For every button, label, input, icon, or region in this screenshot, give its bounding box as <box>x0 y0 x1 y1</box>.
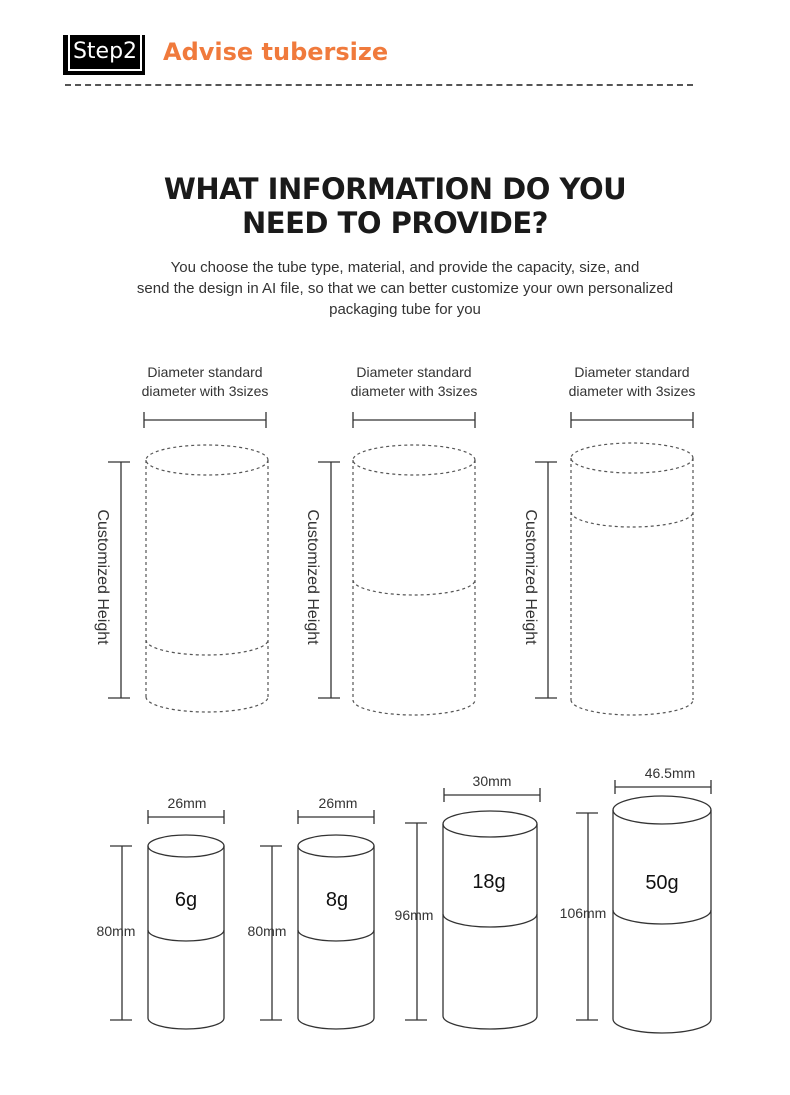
tube-type-1-height-label: Customized Height <box>94 509 111 645</box>
size-example-2-diameter-arrow <box>298 810 374 824</box>
size-example-4-height: 106mm <box>559 905 607 921</box>
size-example-4 <box>560 765 711 1033</box>
tube-type-1-outline <box>146 445 268 712</box>
size-example-1-height: 80mm <box>96 923 136 939</box>
size-example-4-diameter-arrow <box>615 780 711 794</box>
size-example-2-diameter: 26mm <box>318 795 358 811</box>
intro-line-2: send the design in AI file, so that we can better customize your own personalized <box>136 280 674 297</box>
size-example-3-height: 96mm <box>394 907 434 923</box>
size-example-2-capacity: 8g <box>325 889 349 911</box>
size-example-4-diameter: 46.5mm <box>644 765 696 781</box>
tube-type-2-outline <box>353 445 475 715</box>
tube-type-3 <box>522 364 695 715</box>
size-example-3-diameter: 30mm <box>472 773 512 789</box>
intro-line-1: You choose the tube type, material, and provide the capacity, size, and <box>170 259 640 276</box>
tube-type-3-height-label: Customized Height <box>522 509 539 645</box>
tube-type-3-outline <box>571 443 693 715</box>
size-example-1 <box>97 795 224 1029</box>
step-title: Advise tubersize <box>163 38 389 66</box>
tube-type-3-diameter-line-1: Diameter standard <box>574 364 690 380</box>
headline-line-2: NEED TO PROVIDE? <box>242 206 548 240</box>
size-example-1-tube <box>148 835 224 1029</box>
tube-type-2-diameter-line-2: diameter with 3sizes <box>350 383 478 399</box>
tube-type-2-diameter-arrow <box>353 412 475 428</box>
tube-type-3-diameter-arrow <box>571 412 693 428</box>
size-example-2 <box>248 795 374 1029</box>
size-example-1-diameter-arrow <box>148 810 224 824</box>
tube-type-2-height-label: Customized Height <box>304 509 321 645</box>
size-example-3 <box>395 773 540 1029</box>
tube-type-1-diameter-arrow <box>144 412 266 428</box>
size-example-4-tube <box>613 796 711 1033</box>
step-badge: Step2 <box>68 33 142 71</box>
size-example-4-capacity: 50g <box>645 872 679 894</box>
size-example-1-diameter: 26mm <box>167 795 207 811</box>
tube-type-2-diameter-line-1: Diameter standard <box>356 364 472 380</box>
intro-line-3: packaging tube for you <box>329 301 481 318</box>
size-example-3-capacity: 18g <box>472 871 506 893</box>
size-example-3-diameter-arrow <box>444 788 540 802</box>
tube-type-1-diameter-line-1: Diameter standard <box>147 364 263 380</box>
size-example-2-tube <box>298 835 374 1029</box>
headline-line-1: WHAT INFORMATION DO YOU <box>163 172 627 206</box>
tube-type-1-diameter-line-2: diameter with 3sizes <box>141 383 269 399</box>
size-example-1-capacity: 6g <box>174 889 198 911</box>
tube-type-1 <box>94 364 268 712</box>
tube-type-2 <box>304 364 477 715</box>
size-example-3-tube <box>443 811 537 1029</box>
tube-type-3-diameter-line-2: diameter with 3sizes <box>568 383 696 399</box>
size-example-2-height: 80mm <box>247 923 287 939</box>
